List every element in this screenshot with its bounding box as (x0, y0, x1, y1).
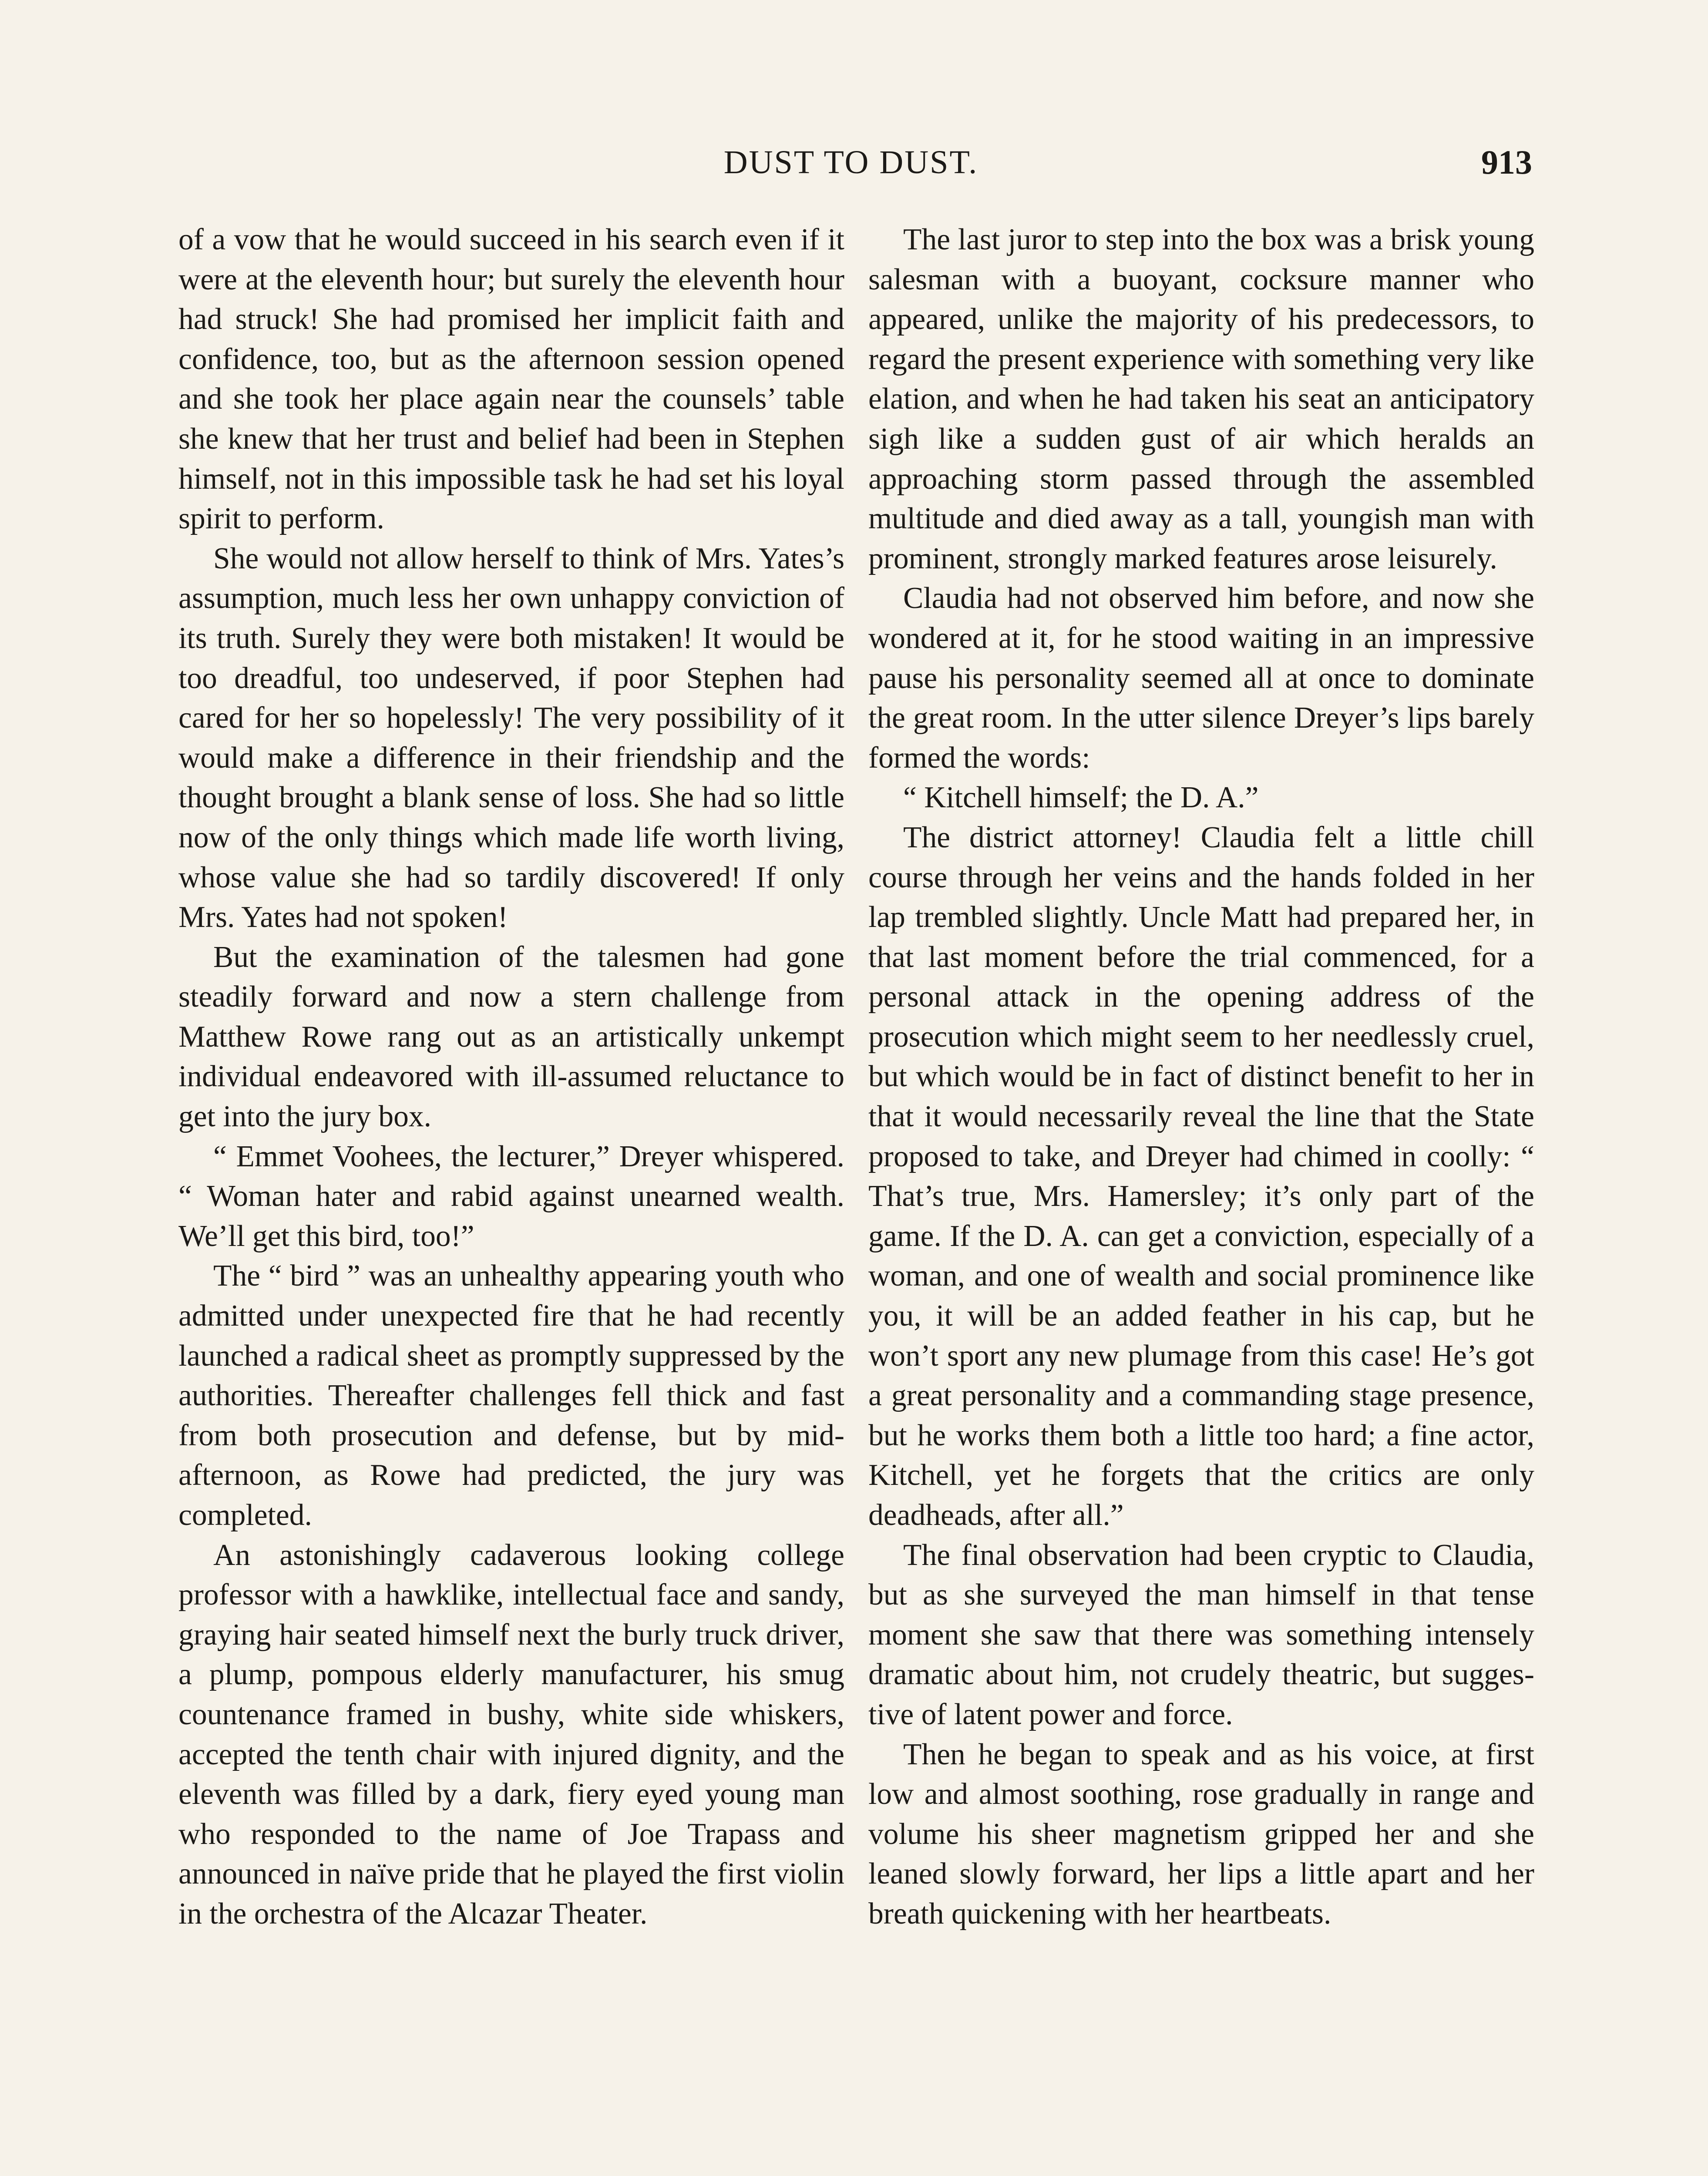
paragraph: The district attorney! Claudia felt a little chill course through her veins and the hands folded in her lap trembled slightly. Uncle Matt had prepared her, in that last moment before the trial commenced, for a personal attack in the opening address of the prosecution which might seem to her needlessly cruel, but which would be in fact of distinct benefit to her in that it would necessarily reveal the line that the State proposed to take, and Dreyer had chimed in coolly: “ That’s true, Mrs. Hamersley; it’s only part of the game. If the D. A. can get a conviction, especially of a woman, and one of wealth and social prominence like you, it will be an added feather in his cap, but he won’t sport any new plumage from this case! He’s got a great personality and a commanding stage presence, but he works them both a little too hard; a fine actor, Kitchell, yet he forgets that the critics are only deadheads, after all.” (868, 820, 1534, 1532)
paragraph: “ Kitchell himself; the D. A.” (903, 781, 1259, 815)
page-header (170, 138, 1532, 186)
right-column (868, 220, 1534, 1934)
running-title: DUST TO DUST. (723, 144, 978, 181)
paragraph: An astonishingly cadaverous looking college professor with a hawklike, intellectual face and sandy, graying hair seated himself next the burly truck driver, a plump, pompous elderly manufacturer, his smug countenance framed in bushy, white side whiskers, accepted the tenth chair with injured dignity, and the eleventh was filled by a dark, fiery eyed young man who responded to the name of Joe Trapass and announced in naïve pride that he played the first violin in the orchestra of the Alcazar Theater. (178, 1538, 844, 1931)
paragraph: Then he began to speak and as his voice, at first low and almost soothing, rose gradually in range and volume his sheer magnetism gripped her and she leaned slowly forward, her lips a little apart and her breath quickening with her heartbeats. (868, 1737, 1534, 1931)
left-column (178, 220, 844, 1934)
paragraph: “ Emmet Voohees, the lecturer,” Dreyer whispered. “ Woman hater and rabid against unearned wealth. We’ll get this bird, too!” (178, 1139, 844, 1253)
paragraph: The “ bird ” was an unhealthy appearing youth who admitted under unexpected fire that he had recently launched a radical sheet as promptly suppressed by the authorities. Thereafter challenges fell thick and fast from both prosecution and defense, but by mid-afternoon, as Rowe had predicted, the jury was completed. (178, 1259, 844, 1532)
paragraph: But the examination of the talesmen had gone steadily forward and now a stern challenge from Matthew Rowe rang out as an artistically unkempt individual endeavored with ill-assumed reluctance to get into the jury box. (178, 940, 844, 1134)
paragraph: The last juror to step into the box was a brisk young salesman with a buoyant, cocksure manner who appeared, unlike the majority of his predecessors, to regard the present experience with something very like elation, and when he had taken his seat an anticipatory sigh like a sudden gust of air which heralds an approaching storm passed through the assembled multitude and died away as a tall, youngish man with prominent, strongly marked features arose leisurely. (868, 223, 1534, 575)
paragraph: The final observation had been cryptic to Claudia, but as she surveyed the man himself in that tense moment she saw that there was something intensely dramatic about him, not crudely theatric, but suggestive of latent power and force. (868, 1538, 1534, 1731)
paragraph: of a vow that he would succeed in his search even if it were at the eleventh hour; but surely the eleventh hour had struck! She had promised her implicit faith and confidence, too, but as the afternoon session opened and she took her place again near the counsels’ table she knew that her trust and belief had been in Stephen himself, not in this impossible task he had set his loyal spirit to perform. (178, 223, 844, 536)
paragraph: Claudia had not observed him before, and now she wondered at it, for he stood waiting in an impressive pause his personality seemed all at once to dominate the great room. In the utter silence Dreyer’s lips barely formed the words: (868, 581, 1534, 775)
page-number: 913 (1481, 143, 1532, 181)
paragraph: She would not allow herself to think of Mrs. Yates’s assumption, much less her own unhappy conviction of its truth. Surely they were both mistaken! It would be too dreadful, too undeserved, if poor Stephen had cared for her so hopelessly! The very possibility of it would make a difference in their friendship and the thought brought a blank sense of loss. She had so little now of the only things which made life worth living, whose value she had so tardily discovered! If only Mrs. Yates had not spoken! (178, 541, 844, 934)
